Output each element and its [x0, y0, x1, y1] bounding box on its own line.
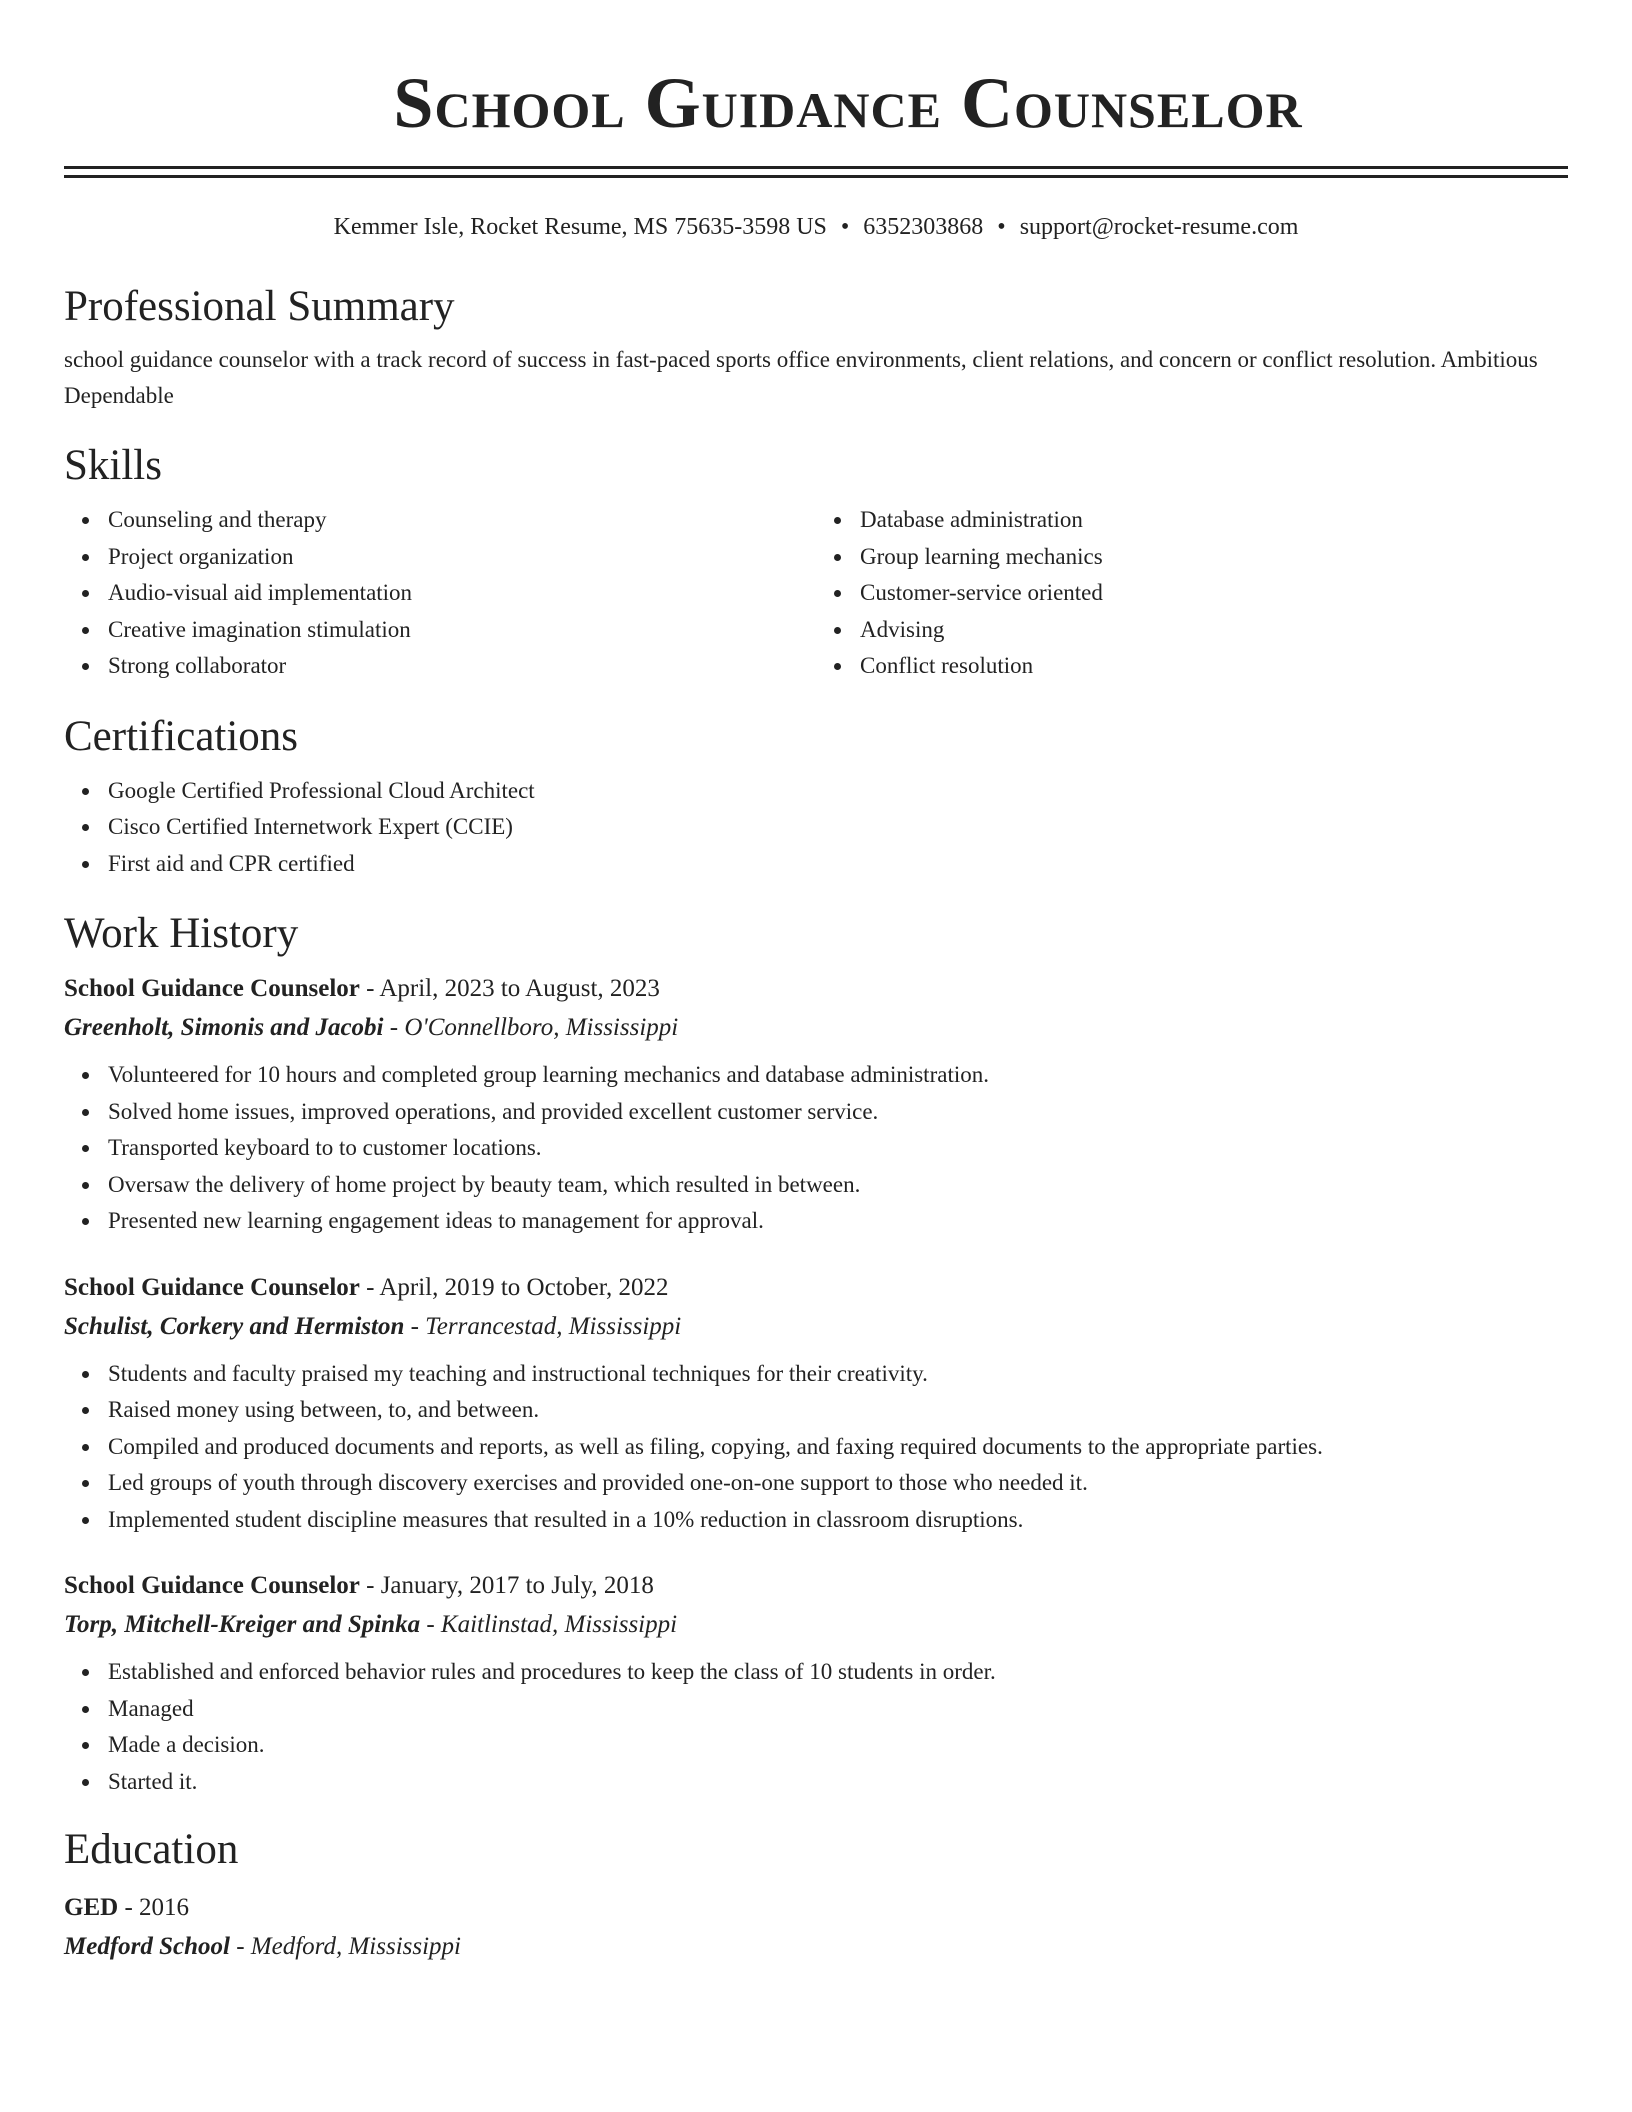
job-dates: - April, 2023 to August, 2023: [359, 975, 660, 1002]
education-degree: GED: [64, 1894, 119, 1921]
job-company-line: [64, 1606, 1632, 1644]
job-bullet: Started it.: [108, 1764, 1632, 1801]
job-bullet: Implemented student discipline measures that resulted in a 10% reduction in classroom disruptions.: [108, 1502, 1632, 1539]
summary-text: school guidance counselor with a track record of success in fast-paced sports office environments, client relations, and concern or conflict resolution. Ambitious Dependable: [64, 347, 1538, 408]
contact-address: Kemmer Isle, Rocket Resume, MS 75635-3598 US: [333, 214, 827, 240]
certification-item: First aid and CPR certified: [108, 846, 1632, 883]
job-bullets: [64, 1057, 1632, 1240]
education-degree-line: [64, 1888, 1632, 1928]
job-title: School Guidance Counselor: [64, 1273, 360, 1301]
contact-phone: 6352303868: [863, 214, 984, 240]
education-entry: [64, 1888, 1632, 1966]
job-bullet: Compiled and produced documents and reports, as well as filing, copying, and faxing required documents to the appropriate parties.: [108, 1429, 1632, 1466]
skill-item: Project organization: [108, 539, 816, 576]
contact-separator: •: [997, 214, 1006, 240]
skill-item: Counseling and therapy: [108, 502, 816, 539]
skill-item: Group learning mechanics: [860, 539, 1568, 576]
skill-item: Database administration: [860, 502, 1568, 539]
job-title-line: [64, 969, 1632, 1009]
job-company: Greenholt, Simonis and Jacobi: [64, 1014, 384, 1041]
job-bullet: Made a decision.: [108, 1727, 1632, 1764]
certifications-heading: Certifications: [64, 712, 299, 760]
skill-item: Creative imagination stimulation: [108, 612, 816, 649]
skill-item: Customer-service oriented: [860, 575, 1568, 612]
job-company: Schulist, Corkery and Hermiston: [64, 1312, 405, 1340]
summary-heading: Professional Summary: [64, 283, 455, 330]
skill-item: Strong collaborator: [108, 648, 816, 685]
skills-list: [64, 502, 1568, 685]
job-title-line: [64, 1268, 1632, 1308]
job-bullet: Managed: [108, 1691, 1632, 1728]
header-rule-top: [64, 166, 1568, 169]
certification-item: Google Certified Professional Cloud Architect: [108, 773, 1632, 810]
skills-column-left: [64, 502, 816, 685]
skill-item: Conflict resolution: [860, 648, 1568, 685]
job-company-line: [64, 1308, 1632, 1346]
job-location: - Terrancestad, Mississippi: [404, 1312, 682, 1340]
job-title-line: [64, 1566, 1632, 1606]
resume-name: School Guidance Counselor: [393, 63, 1303, 143]
work-history-heading: Work History: [64, 910, 299, 957]
job-entry: [64, 969, 1632, 1240]
job-dates: - January, 2017 to July, 2018: [359, 1572, 654, 1599]
job-title: School Guidance Counselor: [64, 1572, 360, 1599]
job-bullet: Established and enforced behavior rules and procedures to keep the class of 10 students in order.: [108, 1654, 1632, 1691]
job-location: - O'Connellboro, Mississippi: [383, 1014, 679, 1041]
job-dates: - April, 2019 to October, 2022: [359, 1273, 669, 1301]
skills-heading: Skills: [64, 442, 162, 489]
education-school: Medford School: [64, 1933, 230, 1960]
certification-item: Cisco Certified Internetwork Expert (CCIE): [108, 809, 1632, 846]
skill-item: Advising: [860, 612, 1568, 649]
job-bullet: Raised money using between, to, and between.: [108, 1392, 1632, 1429]
contact-line: [64, 212, 1568, 242]
education-year: - 2016: [118, 1894, 190, 1921]
header-rule-bottom: [64, 175, 1568, 178]
job-title: School Guidance Counselor: [64, 975, 360, 1002]
education-heading: Education: [64, 1826, 239, 1873]
job-bullet: Students and faculty praised my teaching and instructional techniques for their creativity.: [108, 1356, 1632, 1393]
job-company-line: [64, 1009, 1632, 1047]
education-school-line: [64, 1928, 1632, 1966]
skill-item: Audio-visual aid implementation: [108, 575, 816, 612]
resume-page: [64, 0, 1632, 1966]
job-bullets: [64, 1654, 1632, 1800]
job-entry: [64, 1566, 1632, 1800]
skills-column-right: [816, 502, 1568, 685]
job-location: - Kaitlinstad, Mississippi: [420, 1611, 678, 1638]
certifications-list: [64, 773, 1632, 883]
job-bullet: Solved home issues, improved operations, and provided excellent customer service.: [108, 1094, 1632, 1131]
job-bullet: Transported keyboard to to customer locations.: [108, 1130, 1632, 1167]
job-entry: [64, 1268, 1632, 1539]
job-bullet: Oversaw the delivery of home project by beauty team, which resulted in between.: [108, 1167, 1632, 1204]
contact-separator: •: [840, 214, 850, 240]
job-bullet: Presented new learning engagement ideas to management for approval.: [108, 1203, 1632, 1240]
job-company: Torp, Mitchell-Kreiger and Spinka: [64, 1611, 421, 1638]
contact-email: support@rocket-resume.com: [1019, 214, 1299, 240]
job-bullet: Volunteered for 10 hours and completed group learning mechanics and database administration.: [108, 1057, 1632, 1094]
job-bullets: [64, 1356, 1632, 1539]
job-bullet: Led groups of youth through discovery exercises and provided one-on-one support to those who needed it.: [108, 1465, 1632, 1502]
education-location: - Medford, Mississippi: [229, 1933, 462, 1960]
